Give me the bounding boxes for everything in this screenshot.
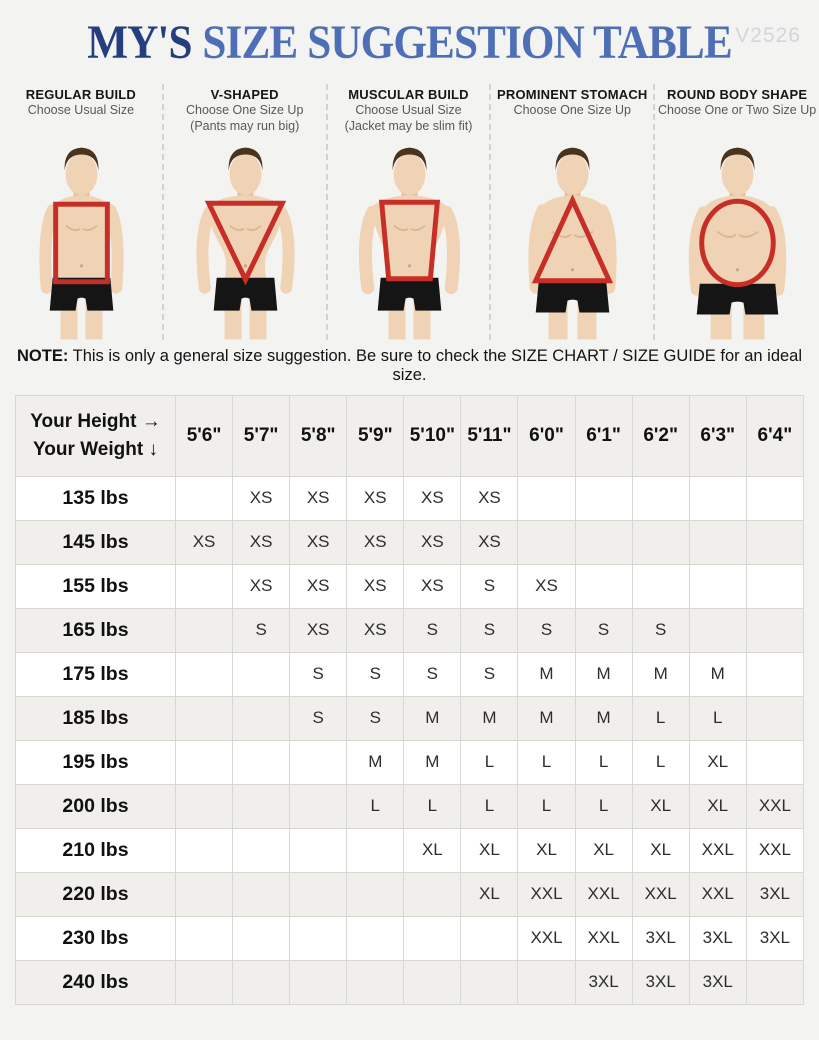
size-cell: S	[404, 652, 461, 696]
size-cell: M	[632, 652, 689, 696]
height-header-cell: 5'8"	[290, 395, 347, 476]
brand-name: MY'S	[87, 16, 192, 69]
size-cell: XL	[575, 828, 632, 872]
body-type-prominent-stomach	[491, 84, 655, 340]
size-cell	[233, 696, 290, 740]
table-row	[16, 740, 804, 784]
body-type-advice: Choose One Size Up	[513, 102, 631, 117]
size-cell	[746, 608, 803, 652]
size-cell: XL	[632, 784, 689, 828]
table-row	[16, 608, 804, 652]
size-cell: XXL	[575, 872, 632, 916]
size-cell	[404, 916, 461, 960]
size-cell	[347, 916, 404, 960]
body-type-name: REGULAR BUILD	[25, 86, 136, 102]
corner-header-cell	[16, 395, 176, 476]
size-cell	[176, 608, 233, 652]
size-cell: XXL	[746, 828, 803, 872]
size-cell	[176, 960, 233, 1004]
table-body	[16, 476, 804, 1004]
size-cell: L	[518, 740, 575, 784]
body-type-advice: Choose One Size Up	[185, 102, 304, 117]
size-cell: S	[347, 652, 404, 696]
size-cell	[746, 476, 803, 520]
size-cell: M	[575, 652, 632, 696]
weight-label-cell: 175 lbs	[16, 652, 176, 696]
size-cell	[575, 564, 632, 608]
table-row	[16, 784, 804, 828]
size-cell: XS	[347, 608, 404, 652]
size-cell: S	[461, 608, 518, 652]
size-cell: 3XL	[746, 872, 803, 916]
size-cell	[176, 696, 233, 740]
size-cell: S	[290, 696, 347, 740]
size-cell: M	[461, 696, 518, 740]
size-cell: 3XL	[575, 960, 632, 1004]
size-cell	[575, 520, 632, 564]
size-cell	[746, 564, 803, 608]
table-row	[16, 916, 804, 960]
size-cell: S	[461, 564, 518, 608]
size-cell	[518, 520, 575, 564]
size-cell: XXL	[689, 828, 746, 872]
body-type-header	[491, 84, 653, 140]
size-cell: S	[290, 652, 347, 696]
note-label: NOTE:	[16, 346, 69, 365]
size-cell	[176, 476, 233, 520]
size-cell	[518, 960, 575, 1004]
size-cell: 3XL	[632, 916, 689, 960]
note-text	[0, 347, 819, 385]
size-cell: XS	[518, 564, 575, 608]
size-cell: L	[461, 740, 518, 784]
size-cell: XXL	[518, 916, 575, 960]
table-row	[16, 520, 804, 564]
size-cell	[290, 960, 347, 1004]
size-cell: XS	[347, 476, 404, 520]
size-cell	[575, 476, 632, 520]
corner-header-line: Your Height →	[30, 411, 161, 433]
size-cell	[176, 652, 233, 696]
height-header-cell: 6'2"	[632, 395, 689, 476]
size-cell: L	[632, 696, 689, 740]
size-cell	[632, 564, 689, 608]
male-figure-v-shaped-icon	[164, 140, 327, 340]
male-figure-regular-icon	[0, 140, 163, 340]
size-cell: XXL	[575, 916, 632, 960]
page-title	[41, 16, 778, 70]
size-cell: S	[518, 608, 575, 652]
size-cell: 3XL	[689, 916, 746, 960]
size-cell	[689, 520, 746, 564]
size-cell	[290, 828, 347, 872]
table-row	[16, 564, 804, 608]
size-cell	[746, 520, 803, 564]
body-type-name: MUSCULAR BUILD	[348, 86, 469, 102]
male-figure-round-body-icon	[656, 140, 819, 340]
note-body: This is only a general size suggestion. Be sure to check the SIZE CHART / SIZE GUIDE for an ideal size.	[72, 346, 803, 384]
weight-label-cell: 185 lbs	[16, 696, 176, 740]
table-row	[16, 652, 804, 696]
size-cell: XS	[290, 476, 347, 520]
size-cell: XL	[689, 784, 746, 828]
size-cell: XL	[518, 828, 575, 872]
body-type-header	[655, 84, 819, 140]
body-type-muscular-build	[328, 84, 492, 340]
size-cell	[176, 828, 233, 872]
size-cell: XS	[347, 520, 404, 564]
size-cell	[689, 476, 746, 520]
weight-label-cell: 135 lbs	[16, 476, 176, 520]
size-cell	[233, 872, 290, 916]
weight-label-cell: 220 lbs	[16, 872, 176, 916]
size-cell	[233, 740, 290, 784]
size-cell: XL	[404, 828, 461, 872]
size-cell: M	[404, 696, 461, 740]
size-cell: XS	[233, 564, 290, 608]
size-cell	[176, 784, 233, 828]
body-type-note: (Jacket may be slim fit)	[344, 119, 473, 133]
size-cell	[632, 476, 689, 520]
size-cell	[746, 960, 803, 1004]
height-header-cell: 6'3"	[689, 395, 746, 476]
table-row	[16, 476, 804, 520]
size-suggestion-table	[15, 395, 804, 1005]
weight-label-cell: 200 lbs	[16, 784, 176, 828]
weight-label-cell: 240 lbs	[16, 960, 176, 1004]
size-cell: XS	[404, 564, 461, 608]
height-header-cell: 5'6"	[176, 395, 233, 476]
size-cell: XXL	[689, 872, 746, 916]
size-cell: XS	[290, 564, 347, 608]
corner-header-line: Your Weight ↓	[33, 438, 158, 460]
table-row	[16, 960, 804, 1004]
size-cell	[689, 564, 746, 608]
size-cell	[176, 916, 233, 960]
size-cell	[404, 872, 461, 916]
size-cell	[176, 872, 233, 916]
size-cell: XS	[176, 520, 233, 564]
height-header-cell: 5'9"	[347, 395, 404, 476]
body-type-advice: Choose Usual Size	[27, 102, 135, 117]
size-cell: XS	[404, 520, 461, 564]
size-cell: M	[347, 740, 404, 784]
size-cell: L	[632, 740, 689, 784]
body-type-header	[0, 84, 162, 140]
table-row	[16, 828, 804, 872]
height-header-cell: 5'7"	[233, 395, 290, 476]
size-cell	[233, 784, 290, 828]
male-figure-prominent-stomach-icon	[491, 140, 654, 340]
size-cell: L	[347, 784, 404, 828]
body-type-regular-build	[0, 84, 164, 340]
size-cell: M	[689, 652, 746, 696]
weight-label-cell: 230 lbs	[16, 916, 176, 960]
size-cell: M	[518, 696, 575, 740]
table-row	[16, 696, 804, 740]
size-cell: XS	[347, 564, 404, 608]
size-cell: XS	[461, 520, 518, 564]
size-cell: M	[575, 696, 632, 740]
figure-body	[535, 147, 611, 339]
size-cell: S	[347, 696, 404, 740]
size-cell: XS	[290, 520, 347, 564]
body-type-v-shaped	[164, 84, 328, 340]
size-cell: XXL	[632, 872, 689, 916]
figure-body	[694, 147, 779, 339]
size-cell	[347, 828, 404, 872]
size-cell	[176, 564, 233, 608]
size-cell: S	[233, 608, 290, 652]
size-cell	[290, 872, 347, 916]
size-cell	[233, 916, 290, 960]
size-cell: XL	[461, 828, 518, 872]
size-cell: L	[518, 784, 575, 828]
table-header-row	[16, 395, 804, 476]
size-cell	[290, 784, 347, 828]
height-header-cell: 6'0"	[518, 395, 575, 476]
weight-label-cell: 155 lbs	[16, 564, 176, 608]
size-cell	[233, 652, 290, 696]
size-cell	[290, 740, 347, 784]
size-cell: L	[689, 696, 746, 740]
size-cell: S	[632, 608, 689, 652]
size-cell: 3XL	[632, 960, 689, 1004]
size-cell: 3XL	[689, 960, 746, 1004]
size-cell: L	[404, 784, 461, 828]
size-cell: M	[404, 740, 461, 784]
size-cell	[746, 696, 803, 740]
height-header-cell: 5'10"	[404, 395, 461, 476]
size-cell	[347, 872, 404, 916]
weight-label-cell: 195 lbs	[16, 740, 176, 784]
size-cell	[233, 960, 290, 1004]
title-rest: SIZE SUGGESTION TABLE	[202, 16, 732, 69]
body-type-note: (Pants may run big)	[190, 119, 300, 133]
size-cell	[290, 916, 347, 960]
height-header-cell: 5'11"	[461, 395, 518, 476]
size-cell: XXL	[518, 872, 575, 916]
size-cell: XS	[290, 608, 347, 652]
body-type-name: V-SHAPED	[210, 86, 279, 102]
size-cell: 3XL	[746, 916, 803, 960]
size-cell	[746, 652, 803, 696]
size-cell: S	[461, 652, 518, 696]
body-type-advice: Choose Usual Size	[355, 102, 462, 117]
body-type-header	[328, 84, 490, 140]
size-cell: XL	[632, 828, 689, 872]
body-type-name: PROMINENT STOMACH	[497, 86, 648, 102]
body-type-row	[0, 84, 819, 340]
size-cell: XL	[689, 740, 746, 784]
size-cell: XXL	[746, 784, 803, 828]
size-cell	[518, 476, 575, 520]
body-type-advice: Choose One or Two Size Up	[657, 102, 817, 117]
size-cell	[632, 520, 689, 564]
size-cell	[689, 608, 746, 652]
table-row	[16, 872, 804, 916]
size-cell: XS	[461, 476, 518, 520]
size-cell	[347, 960, 404, 1004]
size-cell: XS	[233, 476, 290, 520]
size-cell	[461, 916, 518, 960]
height-header-cell: 6'1"	[575, 395, 632, 476]
size-cell: M	[518, 652, 575, 696]
size-cell	[176, 740, 233, 784]
size-cell: S	[404, 608, 461, 652]
figure-body	[365, 147, 453, 339]
body-type-name: ROUND BODY SHAPE	[666, 86, 808, 102]
size-cell: S	[575, 608, 632, 652]
weight-label-cell: 165 lbs	[16, 608, 176, 652]
size-cell	[233, 828, 290, 872]
size-cell	[746, 740, 803, 784]
male-figure-muscular-icon	[328, 140, 491, 340]
size-cell: L	[575, 740, 632, 784]
body-type-header	[164, 84, 326, 140]
size-cell: XS	[404, 476, 461, 520]
size-cell: L	[575, 784, 632, 828]
weight-label-cell: 145 lbs	[16, 520, 176, 564]
table-head	[16, 395, 804, 476]
body-type-round-body	[655, 84, 819, 340]
height-header-cell: 6'4"	[746, 395, 803, 476]
size-cell: L	[461, 784, 518, 828]
size-cell: XL	[461, 872, 518, 916]
figure-body	[202, 147, 288, 339]
size-cell	[404, 960, 461, 1004]
size-cell	[461, 960, 518, 1004]
size-cell: XS	[233, 520, 290, 564]
version-watermark: V2526	[735, 24, 801, 47]
weight-label-cell: 210 lbs	[16, 828, 176, 872]
